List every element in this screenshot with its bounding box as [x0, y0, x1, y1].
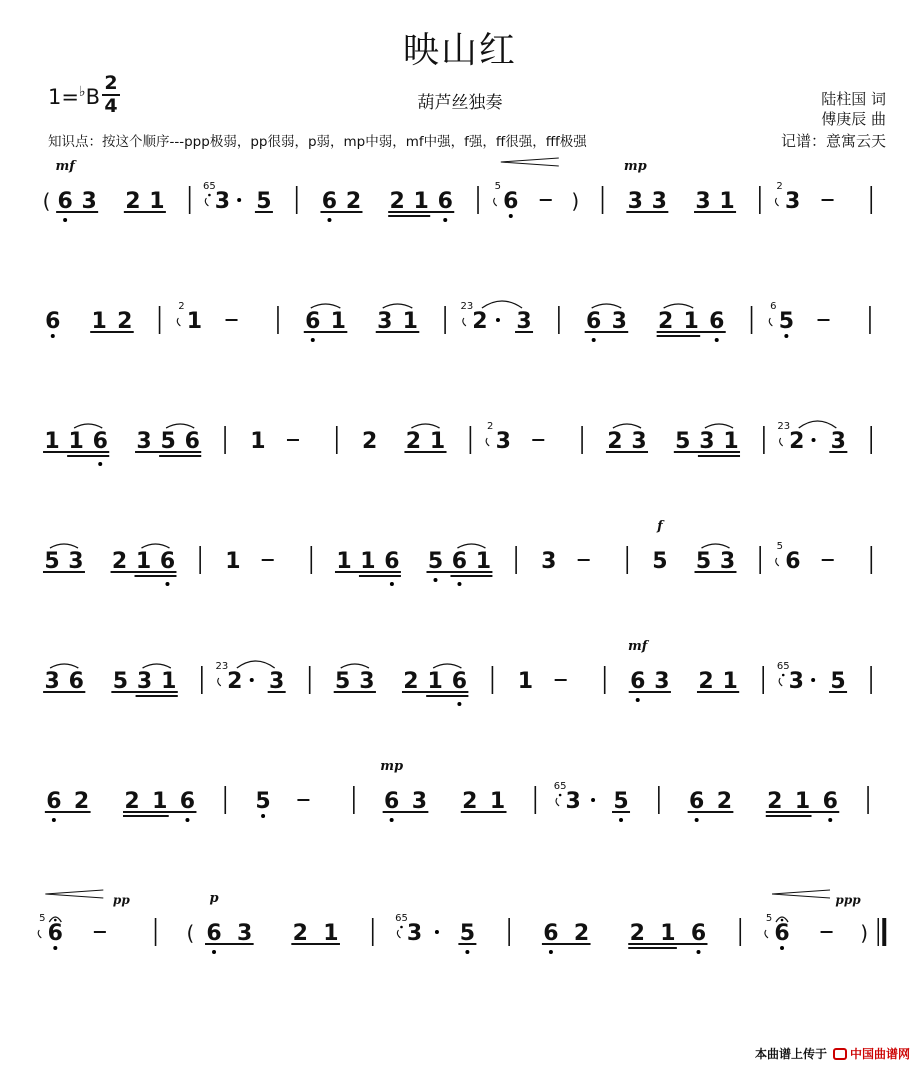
slur — [411, 424, 439, 428]
tie — [799, 421, 837, 428]
grace-note: 65 — [776, 661, 790, 672]
note-3: 3 — [516, 309, 532, 334]
key-note: B — [85, 85, 100, 109]
augmentation-dot — [435, 930, 439, 934]
note-3: 3 — [359, 669, 375, 694]
note-6: 6 — [503, 189, 519, 214]
site-logo[interactable] — [833, 1045, 910, 1062]
slur — [341, 664, 369, 668]
grace-hook — [463, 318, 466, 326]
low-octave-dot — [559, 794, 562, 797]
note-3: 3 — [565, 789, 581, 814]
note-1: 1 — [722, 669, 738, 694]
note-1: 1 — [330, 309, 346, 334]
note-2: 2 — [472, 309, 488, 334]
dynamic-mp: mp — [380, 759, 404, 774]
grace-note: 5 — [39, 913, 46, 924]
low-octave-dot — [212, 950, 216, 954]
note-6: 6 — [785, 549, 801, 574]
low-octave-dot — [311, 338, 315, 342]
slur — [166, 424, 194, 428]
low-octave-dot — [165, 582, 169, 586]
low-octave-dot — [592, 338, 596, 342]
note-3: 3 — [136, 429, 152, 454]
slur — [143, 664, 171, 668]
slur — [433, 664, 461, 668]
note-6: 6 — [451, 669, 468, 694]
slur — [705, 424, 733, 428]
diminuendo-hairpin — [501, 158, 559, 166]
grace-note: 23 — [777, 421, 791, 432]
grace-hook — [218, 678, 221, 686]
note-2: 2 — [607, 429, 623, 454]
augmentation-dot — [250, 678, 254, 682]
low-octave-dot — [443, 218, 447, 222]
low-octave-dot — [433, 578, 437, 582]
low-octave-dot — [780, 946, 784, 950]
note-3: 3 — [695, 189, 711, 214]
note-2: 2 — [361, 429, 378, 454]
low-octave-dot — [509, 214, 513, 218]
note-3: 3 — [651, 189, 667, 214]
note-1: 1 — [723, 429, 739, 454]
note-2: 2 — [345, 189, 362, 214]
note-6: 6 — [92, 429, 108, 454]
note-1: 1 — [149, 189, 165, 214]
note-2: 2 — [573, 921, 590, 946]
note-2: 2 — [403, 669, 419, 694]
dynamic-ppp: ppp — [835, 893, 861, 907]
note-2: 2 — [227, 669, 243, 694]
note-3: 3 — [136, 669, 153, 694]
note-3: 3 — [377, 309, 393, 334]
note-1: 1 — [336, 549, 352, 574]
note-6: 6 — [451, 549, 468, 574]
grace-hook — [38, 930, 41, 938]
grace-note: 65 — [395, 913, 408, 924]
note-6: 6 — [543, 921, 559, 946]
grace-hook — [769, 318, 772, 326]
transcriber-credit: 记谱：意寓云天 — [780, 132, 886, 150]
note-2: 2 — [657, 309, 674, 334]
knowledge-note: 知识点：按这个顺序---ppp极弱，pp很弱，p弱，mp中弱，mf中强，f强，ff很强，fff极强 — [48, 134, 587, 150]
dynamic-f: f — [657, 519, 663, 534]
note-1: 1 — [91, 309, 107, 334]
slur — [142, 544, 170, 548]
dynamic-mf: mf — [55, 159, 75, 174]
note-3: 3 — [81, 189, 97, 214]
note-1: 1 — [489, 789, 506, 814]
grace-hook — [779, 678, 782, 686]
note-2: 2 — [292, 921, 308, 946]
note-3: 3 — [719, 549, 736, 574]
slur — [592, 304, 622, 308]
note-3: 3 — [411, 789, 428, 814]
note-2: 2 — [789, 429, 805, 454]
note-3: 3 — [830, 429, 846, 454]
note-3: 3 — [495, 429, 511, 454]
note-5: 5 — [652, 549, 668, 574]
note-6: 6 — [305, 309, 321, 334]
grace-hook — [556, 798, 559, 806]
dynamic-p: p — [209, 891, 219, 906]
note-1: 1 — [427, 669, 443, 694]
note-6: 6 — [45, 309, 61, 334]
low-octave-dot — [696, 950, 700, 954]
note-3: 3 — [68, 549, 84, 574]
note-1: 1 — [429, 429, 446, 454]
score-line — [56, 158, 871, 222]
composer-credit: 傅庚辰 曲 — [821, 110, 886, 128]
note-1: 1 — [402, 309, 418, 334]
note-3: 3 — [654, 669, 670, 694]
note-6: 6 — [822, 789, 838, 814]
dynamic-pp: pp — [112, 893, 130, 907]
note-6: 6 — [384, 549, 400, 574]
footer — [755, 1045, 910, 1062]
grace-note: 23 — [215, 661, 229, 672]
grace-hook — [205, 198, 208, 206]
low-octave-dot — [51, 334, 55, 338]
note-2: 2 — [111, 549, 128, 574]
note-5: 5 — [112, 669, 129, 694]
note-5: 5 — [160, 429, 176, 454]
grace-note: 2 — [776, 181, 783, 192]
note-2: 2 — [629, 921, 645, 946]
note-1: 1 — [475, 549, 492, 574]
key-prefix: 1= — [48, 85, 79, 109]
note-1: 1 — [719, 189, 735, 214]
bracket: ( — [42, 189, 51, 213]
note-1: 1 — [250, 429, 266, 454]
bracket: ) — [860, 921, 869, 945]
low-octave-dot — [457, 582, 461, 586]
slur — [311, 304, 341, 308]
upload-text: 本曲谱上传于 — [754, 1047, 827, 1061]
note-5: 5 — [459, 921, 476, 946]
grace-hook — [177, 318, 180, 326]
note-6: 6 — [383, 789, 400, 814]
note-6: 6 — [68, 669, 84, 694]
note-3: 3 — [44, 669, 60, 694]
grace-note: 65 — [553, 781, 567, 792]
slur — [50, 664, 78, 668]
note-5: 5 — [695, 549, 712, 574]
grace-note: 5 — [494, 181, 501, 192]
note-2: 2 — [716, 789, 733, 814]
slur — [613, 424, 641, 428]
note-5: 5 — [830, 669, 846, 694]
note-1: 1 — [413, 189, 429, 214]
grace-hook — [494, 198, 497, 206]
note-2: 2 — [462, 789, 478, 814]
note-3: 3 — [406, 921, 423, 946]
subtitle: 葫芦丝独奏 — [417, 93, 503, 113]
note-3: 3 — [541, 549, 557, 574]
note-6: 6 — [57, 189, 73, 214]
dynamic-mf: mf — [628, 639, 648, 654]
low-octave-dot — [465, 950, 469, 954]
grace-hook — [775, 198, 778, 206]
low-octave-dot — [784, 334, 788, 338]
bracket: ) — [571, 189, 580, 213]
augmentation-dot — [237, 198, 241, 202]
slur — [702, 544, 730, 548]
diminuendo-hairpin — [772, 890, 830, 898]
note-3: 3 — [699, 429, 715, 454]
note-5: 5 — [256, 189, 272, 214]
grace-hook — [776, 558, 779, 566]
note-2: 2 — [117, 309, 133, 334]
low-octave-dot — [619, 818, 623, 822]
note-6: 6 — [206, 921, 222, 946]
note-5: 5 — [675, 429, 691, 454]
grace-note: 65 — [203, 181, 216, 192]
slur — [74, 424, 102, 428]
low-octave-dot — [208, 194, 211, 197]
grace-note: 2 — [178, 301, 185, 312]
note-1: 1 — [225, 549, 241, 574]
note-6: 6 — [437, 189, 453, 214]
note-5: 5 — [255, 789, 271, 814]
note-3: 3 — [788, 669, 804, 694]
low-octave-dot — [549, 950, 553, 954]
grace-note: 2 — [487, 421, 494, 432]
score-line — [45, 786, 868, 822]
slur — [664, 304, 694, 308]
note-1: 1 — [660, 921, 676, 946]
low-octave-dot — [828, 818, 832, 822]
note-2: 2 — [125, 189, 141, 214]
note-6: 6 — [774, 921, 790, 946]
note-1: 1 — [68, 429, 84, 454]
grace-hook — [486, 438, 489, 446]
note-1: 1 — [135, 549, 152, 574]
note-3: 3 — [236, 921, 253, 946]
grace-hook — [397, 930, 400, 938]
note-1: 1 — [794, 789, 811, 814]
note-1: 1 — [323, 921, 339, 946]
note-6: 6 — [630, 669, 646, 694]
time-signature-bottom: 4 — [104, 95, 118, 117]
slur — [457, 544, 485, 548]
bracket: ( — [186, 921, 195, 945]
note-1: 1 — [44, 429, 60, 454]
low-octave-dot — [63, 218, 67, 222]
grace-hook — [780, 438, 783, 446]
grace-note: 23 — [460, 301, 474, 312]
note-2: 2 — [405, 429, 422, 454]
low-octave-dot — [636, 698, 640, 702]
slur — [383, 304, 413, 308]
note-6: 6 — [586, 309, 602, 334]
note-6: 6 — [709, 309, 725, 334]
augmentation-dot — [811, 678, 815, 682]
note-1: 1 — [152, 789, 168, 814]
note-6: 6 — [47, 921, 63, 946]
augmentation-dot — [496, 318, 500, 322]
note-3: 3 — [627, 189, 643, 214]
note-1: 1 — [360, 549, 376, 574]
low-octave-dot — [400, 926, 403, 929]
note-6: 6 — [159, 549, 176, 574]
note-1: 1 — [161, 669, 177, 694]
low-octave-dot — [52, 818, 56, 822]
low-octave-dot — [185, 818, 189, 822]
low-octave-dot — [390, 582, 394, 586]
note-3: 3 — [611, 309, 627, 334]
low-octave-dot — [53, 946, 57, 950]
note-3: 3 — [784, 189, 801, 214]
lyricist-credit: 陆柱国 词 — [821, 90, 886, 108]
augmentation-dot — [591, 798, 595, 802]
note-2: 2 — [767, 789, 783, 814]
grace-hook — [765, 930, 768, 938]
note-1: 1 — [517, 669, 534, 694]
flat-sign: ♭ — [78, 84, 86, 100]
score-title: 映山红 — [402, 30, 517, 71]
note-3: 3 — [631, 429, 647, 454]
site-logo-icon — [833, 1048, 847, 1060]
note-2: 2 — [698, 669, 714, 694]
note-6: 6 — [46, 789, 62, 814]
note-5: 5 — [613, 789, 629, 814]
note-6: 6 — [688, 789, 705, 814]
low-octave-dot — [390, 818, 394, 822]
slur — [50, 544, 78, 548]
grace-note: 5 — [765, 913, 773, 924]
note-5: 5 — [427, 549, 444, 574]
note-3: 3 — [269, 669, 285, 694]
low-octave-dot — [327, 218, 331, 222]
tie — [237, 661, 275, 668]
note-5: 5 — [44, 549, 60, 574]
grace-note: 5 — [776, 541, 784, 552]
note-3: 3 — [214, 189, 231, 214]
low-octave-dot — [261, 814, 265, 818]
tie — [482, 301, 522, 308]
note-2: 2 — [73, 789, 90, 814]
site-name: 中国曲谱网 — [849, 1047, 910, 1061]
low-octave-dot — [782, 674, 785, 677]
time-signature-top: 2 — [104, 72, 118, 94]
note-6: 6 — [184, 429, 200, 454]
diminuendo-hairpin — [45, 890, 103, 898]
note-6: 6 — [321, 189, 338, 214]
note-2: 2 — [124, 789, 140, 814]
note-6: 6 — [690, 921, 707, 946]
low-octave-dot — [457, 702, 461, 706]
grace-note: 6 — [770, 301, 777, 312]
note-1: 1 — [683, 309, 699, 334]
note-5: 5 — [778, 309, 795, 334]
note-5: 5 — [335, 669, 351, 694]
note-2: 2 — [389, 189, 405, 214]
low-octave-dot — [98, 462, 102, 466]
low-octave-dot — [695, 818, 699, 822]
note-1: 1 — [186, 309, 203, 334]
low-octave-dot — [715, 338, 719, 342]
augmentation-dot — [812, 438, 816, 442]
dynamic-mp: mp — [623, 159, 647, 174]
note-6: 6 — [179, 789, 196, 814]
